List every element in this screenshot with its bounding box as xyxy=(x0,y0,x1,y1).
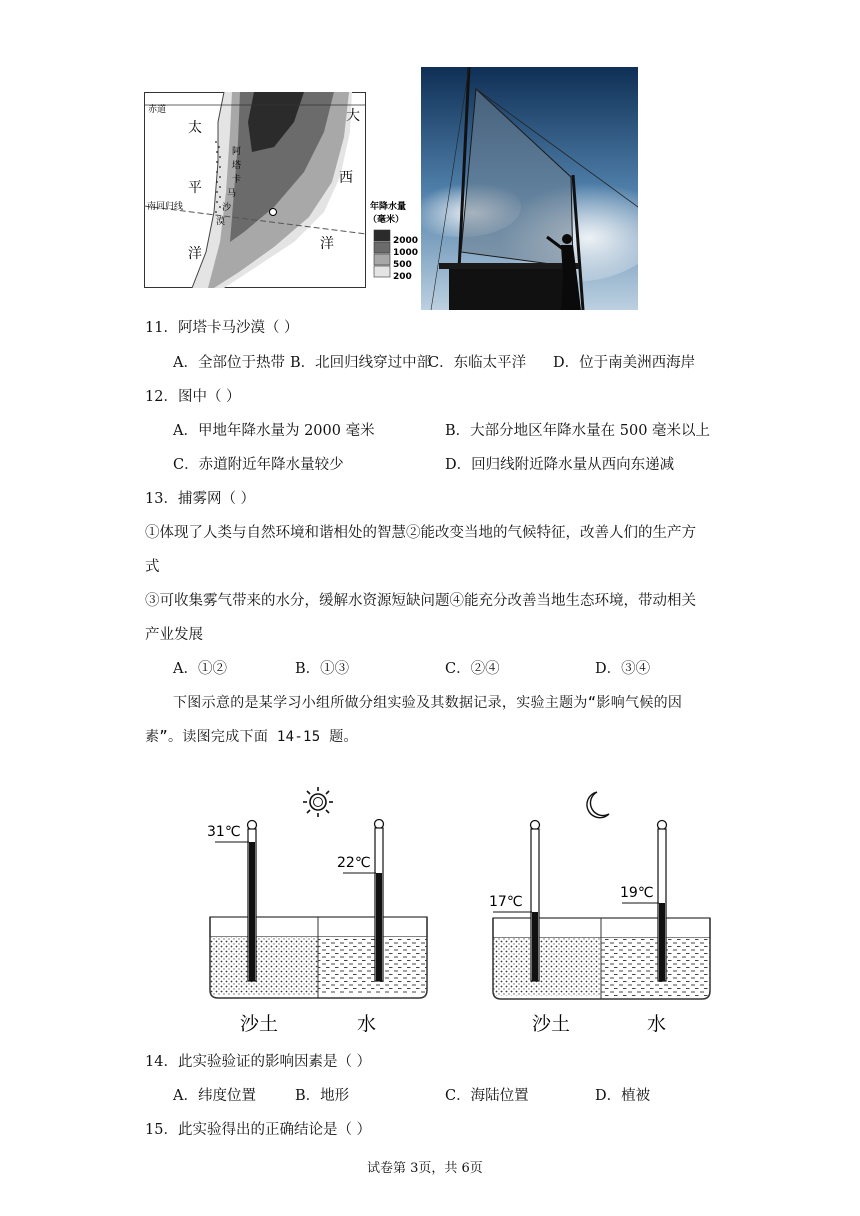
q14-option-c[interactable]: C．海陆位置 xyxy=(445,1088,529,1104)
q12-option-b[interactable]: B．大部分地区年降水量在 500 毫米以上 xyxy=(445,423,711,439)
q13-statement-line-4: 产业发展 xyxy=(145,627,203,643)
q14-option-b[interactable]: B．地形 xyxy=(295,1088,350,1104)
desert-label-2: 塔 xyxy=(232,161,242,171)
equator-label: 赤道 xyxy=(148,105,167,115)
legend-value: 1000 xyxy=(393,248,419,258)
day-water-label: 水 xyxy=(357,1013,377,1035)
q13-option-d[interactable]: D．③④ xyxy=(595,661,651,677)
q13-statement-line-1: ①体现了人类与自然环境和谐相处的智慧②能改变当地的气候特征，改善人们的生产方 xyxy=(145,525,696,541)
intro-line-2: 素”。读图完成下面 14-15 题。 xyxy=(145,729,358,745)
q12-option-c[interactable]: C．赤道附近年降水量较少 xyxy=(173,457,344,473)
moon-icon xyxy=(587,792,609,818)
q11-option-a[interactable]: A．全部位于热带 xyxy=(173,355,285,371)
q11-option-b[interactable]: B．北回归线穿过中部 xyxy=(290,355,432,371)
legend-swatch xyxy=(374,254,390,265)
fog-net-photo xyxy=(421,67,638,310)
tropic-label: 南回归线 xyxy=(147,202,184,212)
q13-stem: 13．捕雾网（ ） xyxy=(145,491,256,507)
desert-label-5: 沙 xyxy=(222,203,232,213)
desert-label-3: 卡 xyxy=(232,175,242,185)
pacific-label-3: 洋 xyxy=(188,246,202,262)
q14-option-d[interactable]: D．植被 xyxy=(595,1088,651,1104)
legend-value: 500 xyxy=(393,260,412,270)
desert-label-6: 漠 xyxy=(216,217,226,227)
location-marker xyxy=(270,209,277,216)
q12-option-a[interactable]: A．甲地年降水量为 2000 毫米 xyxy=(173,423,375,439)
pacific-label-2: 平 xyxy=(188,180,202,196)
q11-option-c[interactable]: C．东临太平洋 xyxy=(428,355,527,371)
desert-label-1: 阿 xyxy=(232,147,242,157)
legend-unit: （毫米） xyxy=(368,215,405,225)
q14-stem: 14．此实验验证的影响因素是（ ） xyxy=(145,1054,372,1070)
day-soil-label: 沙土 xyxy=(240,1013,279,1035)
atlantic-label-2: 西 xyxy=(339,170,353,186)
q12-option-d[interactable]: D．回归线附近降水量从西向东递减 xyxy=(445,457,675,473)
night-water-label: 水 xyxy=(647,1013,667,1035)
page-footer: 试卷第 3页，共 6页 xyxy=(367,1161,483,1176)
day-container xyxy=(210,917,427,998)
night-soil-temp: 17℃ xyxy=(489,894,523,910)
q14-option-a[interactable]: A．纬度位置 xyxy=(173,1088,256,1104)
night-water-temp: 19℃ xyxy=(620,885,654,901)
legend-title: 年降水量 xyxy=(370,202,407,212)
sun-icon xyxy=(303,787,333,817)
desert-label-4: 马 xyxy=(227,189,237,199)
legend-swatch xyxy=(374,266,390,277)
day-water-temp: 22℃ xyxy=(337,855,371,871)
q15-stem: 15．此实验得出的正确结论是（ ） xyxy=(145,1122,372,1138)
experiment-figure xyxy=(195,780,725,1042)
night-container xyxy=(493,918,710,999)
q13-statement-line-3: ③可收集雾气带来的水分，缓解水资源短缺问题④能充分改善当地生态环境，带动相关 xyxy=(145,593,696,609)
q13-option-c[interactable]: C．②④ xyxy=(445,661,500,677)
q11-stem: 11．阿塔卡马沙漠（ ） xyxy=(145,320,299,336)
legend-value: 200 xyxy=(393,272,412,282)
legend-swatch xyxy=(374,242,390,253)
q12-stem: 12．图中（ ） xyxy=(145,389,241,405)
night-soil-label: 沙土 xyxy=(532,1013,571,1035)
q13-option-a[interactable]: A．①② xyxy=(173,661,227,677)
precipitation-map xyxy=(144,92,420,288)
legend-swatch xyxy=(374,230,390,241)
q11-option-d[interactable]: D．位于南美洲西海岸 xyxy=(553,355,696,371)
atlantic-label-3: 洋 xyxy=(320,236,334,252)
q13-option-b[interactable]: B．①③ xyxy=(295,661,350,677)
day-soil-temp: 31℃ xyxy=(207,824,241,840)
q13-statement-line-2: 式 xyxy=(145,559,160,575)
atlantic-label-1: 大 xyxy=(346,108,360,124)
legend-value: 2000 xyxy=(393,236,419,246)
pacific-label-1: 太 xyxy=(188,120,202,136)
intro-line-1: 下图示意的是某学习小组所做分组实验及其数据记录，实验主题为“影响气候的因 xyxy=(173,695,683,711)
